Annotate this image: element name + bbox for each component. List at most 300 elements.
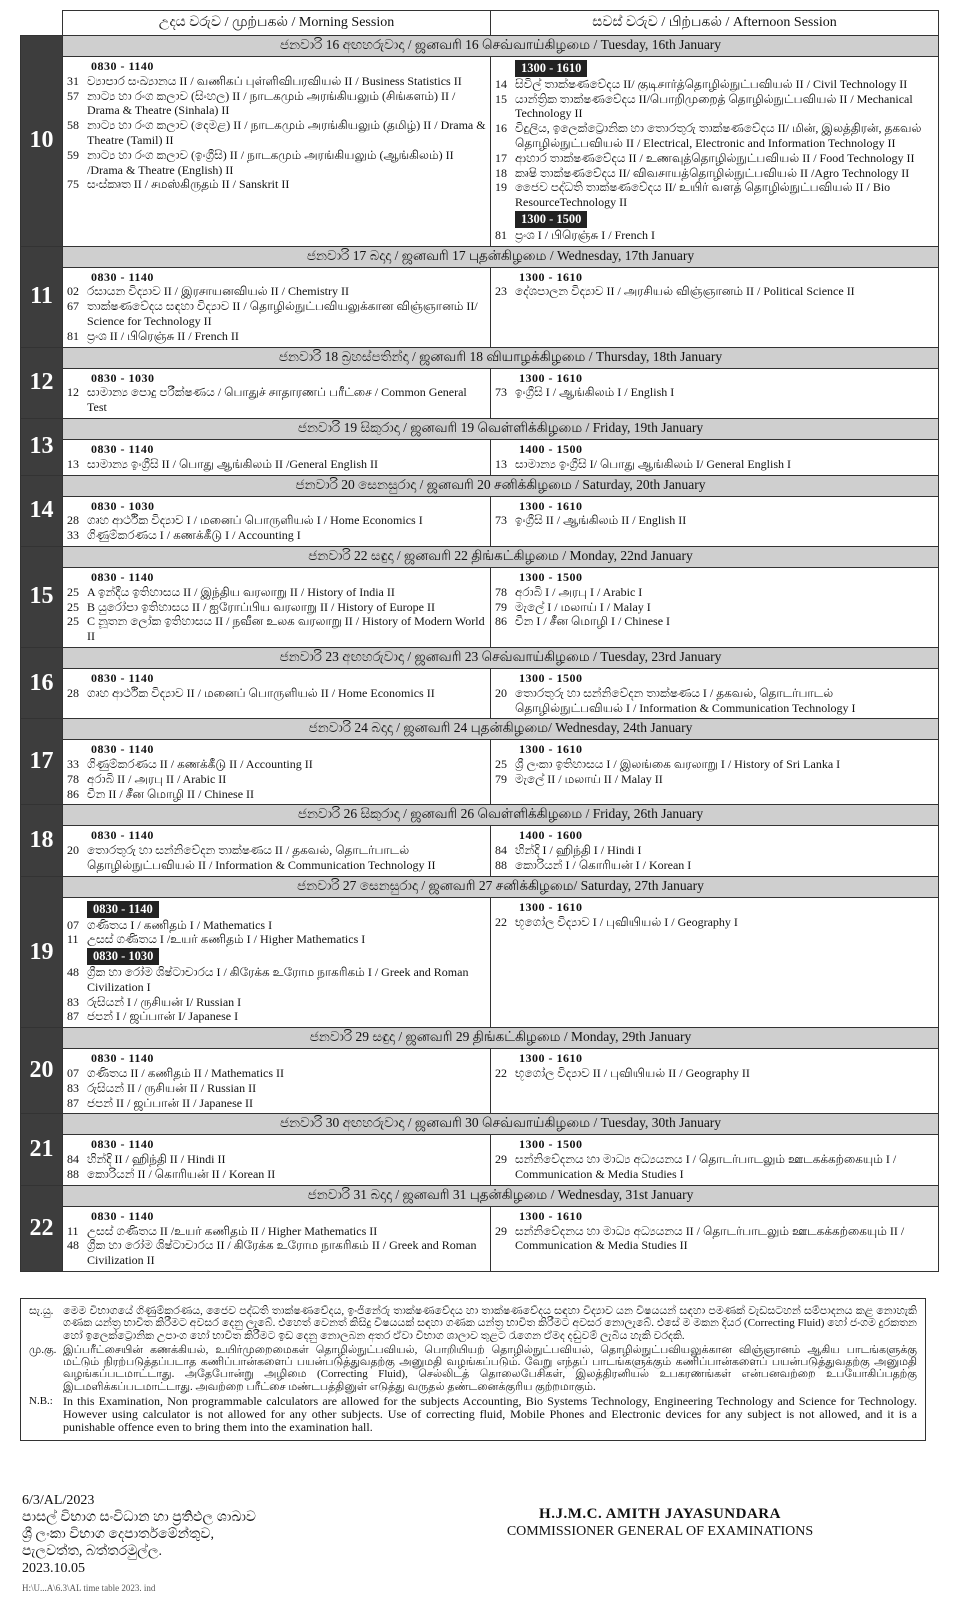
subject-name: නාට්‍ය හා රංග කලාව (දෙමළ) II / நாடகமும் அரங்கியலும் (தமிழ்) II / Drama & Theatre (Tamil) II: [87, 118, 486, 147]
subject-name: හින්දි I / ஹிந்தி I / Hindi I: [515, 843, 642, 858]
exam-day-number: 18: [21, 805, 63, 876]
sessions-row: [21, 1206, 939, 1271]
subject-name: තොරතුරු හා සන්නිවේදන තාක්ෂණය II / தகவல், தொடர்பாடல் தொழில்நுட்பவியல் II / Information & Communication Technology II: [87, 843, 436, 873]
subject-code: 02: [67, 284, 79, 299]
subject-name: ජෛව පද්ධති තාක්ෂණවේදය II/ உயிர் வளத் தொழில்நுட்பவியல் II / Bio ResourceTechnology II: [515, 180, 891, 210]
exam-date: ජනවාරි 31 බදාදා / ஜனவரி 31 புதன்கிழமை / Wednesday, 31st January: [63, 1185, 939, 1206]
exam-day-number: 19: [21, 876, 63, 1027]
subject-code: 11: [67, 932, 79, 947]
subject-name: ශ්‍රී ලංකා ඉතිහාසය I / இலங்கை வரலாறு I / History of Sri Lanka I: [515, 757, 841, 772]
subject-code: 28: [67, 685, 79, 700]
subject-name: ගණිතය I / கணிதம் I / Mathematics I: [87, 917, 273, 932]
note-tamil: [29, 1344, 917, 1393]
subject-item: [67, 1081, 486, 1096]
session-cell: [491, 369, 938, 404]
sessions-row: [21, 267, 939, 347]
subject-name: ප්‍රංශ II / பிரெஞ்சு II / French II: [87, 328, 239, 343]
subject-code: 13: [495, 456, 507, 471]
subject-code: 18: [495, 165, 507, 180]
date-row: [21, 647, 939, 668]
session-time: 0830 - 1140: [91, 1051, 154, 1066]
subject-name: ඉංග්‍රීසි II / ஆங்கிலம் II / English II: [515, 513, 687, 528]
subject-item: [495, 858, 934, 873]
subject-code: 81: [67, 328, 79, 343]
subject-name: සන්නිවේදනය හා මාධ්‍ය අධ්‍යයනය I / தொடர்பாடலும் ஊடகக்கற்கையும் I / Communication & Media Studies I: [515, 1152, 897, 1182]
morning-session-cell: [63, 567, 491, 647]
corner-cell: [21, 11, 63, 36]
session-cell: [491, 740, 938, 789]
subject-name: හින්දි II / ஹிந்தி II / Hindi II: [87, 1152, 226, 1167]
subject-name: උසස් ගණිතය I /உயர் கணிதம் I / Higher Mathematics I: [87, 932, 366, 947]
subject-item: [67, 74, 486, 89]
subject-item: [67, 1167, 486, 1182]
subject-item: [67, 513, 486, 528]
session-cell: [63, 268, 490, 347]
signatory-name: H.J.M.C. AMITH JAYASUNDARA: [539, 1506, 781, 1522]
subject-name: රසායන විද්‍යාව II / இரசாயனவியல் II / Chemistry II: [87, 284, 349, 299]
subject-name: B යුරෝපා ඉතිහාසය II / ஐரோப்பிய வரலாறு II / History of Europe II: [87, 599, 435, 614]
subject-item: [67, 89, 486, 119]
subject-code: 48: [67, 1238, 79, 1253]
morning-session-cell: [63, 267, 491, 347]
subject-item: [67, 284, 486, 299]
session-time: 1300 - 1500: [515, 211, 587, 228]
subject-item: [495, 1152, 934, 1182]
subject-item: [67, 457, 486, 472]
subject-name: ව්‍යාපාර සංඛ්‍යානය II / வணிகப் புள்ளிவிபரவியல் II / Business Statistics II: [87, 73, 462, 88]
morning-session-header: උදය වරුව / முற்பகல் / Morning Session: [63, 11, 491, 36]
subject-item: [67, 1224, 486, 1239]
subject-name: කොරියන් II / கொரியன் II / Korean II: [87, 1167, 276, 1182]
afternoon-session-cell: [491, 567, 939, 647]
sessions-row: [21, 1049, 939, 1114]
subject-name: ගෘහ ආර්ථික විද්‍යාව II / மனைப் பொருளியல் II / Home Economics II: [87, 685, 435, 700]
note-label: மு.கு.: [29, 1343, 57, 1356]
subject-item: [495, 121, 934, 151]
subject-item: [495, 686, 934, 716]
session-cell: [491, 898, 938, 933]
exam-day-number: 20: [21, 1028, 63, 1114]
subject-name: උසස් ගණිතය II /உயர் கணிதம் II / Higher Mathematics II: [87, 1223, 378, 1238]
session-time: 0830 - 1140: [91, 269, 154, 284]
subject-item: [495, 166, 934, 181]
subject-code: 20: [495, 685, 507, 700]
notes-box: [20, 1298, 926, 1441]
subject-code: 31: [67, 73, 79, 88]
subject-name: මැලේ I / மலாய் I / Malay I: [515, 599, 651, 614]
session-time: 1300 - 1610: [519, 742, 583, 757]
date-row: [21, 1185, 939, 1206]
session-cell: [491, 826, 938, 875]
afternoon-session-cell: [491, 740, 939, 805]
session-cell: [63, 740, 490, 804]
subject-item: [495, 1224, 934, 1254]
subject-name: අරාබි II / அரபு II / Arabic II: [87, 771, 227, 786]
subject-code: 12: [67, 385, 79, 400]
subject-item: [67, 385, 486, 415]
office-branch: පාසල් විභාග සංවිධාන හා ප්‍රතිඵල ශාඛාව: [22, 1510, 256, 1525]
subject-name: චීන I / சீன மொழி I / Chinese I: [515, 614, 671, 629]
morning-session-cell: [63, 368, 491, 418]
morning-session-cell: [63, 897, 491, 1027]
note-english: [29, 1395, 917, 1434]
subject-name: සාමාන්‍ය ඉංග්‍රීසි II / பொது ஆங்கிலம் II /General English II: [87, 456, 378, 471]
office-department: ශ්‍රී ලංකා විභාග දෙපාර්තමේන්තුව,: [22, 1527, 214, 1542]
subject-code: 33: [67, 528, 79, 543]
subject-name: කෘෂි තාක්ෂණවේදය II/ விவசாயத்தொழில்நுட்பவியல் II /Agro Technology II: [515, 165, 910, 180]
subject-name: දේශපාලන විද්‍යාව II / அரசியல் விஞ்ஞானம் II / Political Science II: [515, 284, 855, 299]
subject-item: [67, 787, 486, 802]
subject-item: [495, 585, 934, 600]
session-cell: [63, 57, 490, 195]
subject-item: [67, 177, 486, 192]
morning-session-cell: [63, 1049, 491, 1114]
date-row: [21, 36, 939, 57]
subject-code: 29: [495, 1152, 507, 1167]
session-time: 1300 - 1610: [515, 60, 587, 77]
office-address: පැලවත්ත, බත්තරමුල්ල.: [22, 1544, 162, 1559]
exam-day-number: 12: [21, 347, 63, 418]
session-cell: [63, 568, 490, 647]
exam-day-number: 10: [21, 36, 63, 247]
exam-date: ජනවාරි 26 සිකුරාදා / ஜனவரி 26 வெள்ளிக்கிழமை / Friday, 26th January: [63, 805, 939, 826]
subject-item: [67, 1096, 486, 1111]
subject-code: 25: [67, 614, 79, 629]
exam-date: ජනවාරි 18 බ්‍රහස්පතින්දා / ஜனவரி 18 வியாழக்கிழமை / Thursday, 18th January: [63, 347, 939, 368]
note-text: இப்பரீட்சையின் கணக்கியல், உயிர்முறைமைகள் தொழில்நுட்பவியல், பொறியியற் தொழில்நுட்பவியல், தொழில்நுட்பவியலுக்கான விஞ்ஞானம் ஆகிய பாடங்களுக்கு மட்டும் நிரற்படுத்தப்படாத கணிப்பான்களைப் பயன்படுத்துவதற்கு அனுமதி வழங்கப்படும். வேறு எந்தப் பாடங்களுக்கும் கணிப்பான்களைப் பயன்படுத்துவதற்கு அனுமதி வழங்கப்படமாட்டாது. அதேபோன்று அழிமை (Correcting Fluid), செல்லிடத் தொலைபேசிகள், இலத்திரனியல் உபகரணங்கள் என்பனவற்றை உபயோகிப்பதற்கு இடமளிக்கப்படமாட்டாது. அவற்றை பரீட்சை மண்டபத்தினுள் எடுத்து வருதல் தண்டனைக்குரிய குற்றமாகும்.: [63, 1343, 917, 1393]
subject-item: [67, 614, 486, 644]
subject-code: 73: [495, 385, 507, 400]
subject-code: 88: [495, 858, 507, 873]
sessions-row: [21, 439, 939, 475]
morning-session-cell: [63, 826, 491, 876]
session-time: 0830 - 1030: [87, 948, 159, 965]
session-cell: [63, 497, 490, 546]
exam-date: ජනවාරි 27 සෙනසුරාදා / ஜனவரி 27 சனிக்கிழமை/ Saturday, 27th January: [63, 876, 939, 897]
afternoon-session-header: සවස් වරුව / பிற்பகல் / Afternoon Session: [491, 11, 939, 36]
subject-name: නාට්‍ය හා රංග කලාව (සිංහල) II / நாடகமும் அரங்கியலும் (சிங்களம்) II / Drama & Theatre (Sinhala) II: [87, 88, 456, 118]
session-time: 0830 - 1140: [87, 901, 159, 918]
session-time: 0830 - 1030: [91, 370, 155, 385]
exam-date: ජනවාරි 19 සිකුරාදා / ஜனவரி 19 வெள்ளிக்கிழமை / Friday, 19th January: [63, 418, 939, 439]
exam-day-number: 22: [21, 1185, 63, 1271]
subject-code: 22: [495, 1066, 507, 1081]
subject-item: [67, 528, 486, 543]
morning-session-cell: [63, 1206, 491, 1271]
exam-day-number: 15: [21, 546, 63, 647]
subject-item: [67, 585, 486, 600]
session-time: 1300 - 1610: [519, 1208, 583, 1223]
sessions-row: [21, 897, 939, 1027]
session-cell: [491, 57, 938, 246]
subject-code: 84: [67, 1152, 79, 1167]
exam-day-number: 16: [21, 647, 63, 718]
session-time: 0830 - 1140: [91, 828, 154, 843]
afternoon-session-cell: [491, 267, 939, 347]
subject-code: 87: [67, 1095, 79, 1110]
session-cell: [63, 898, 490, 1027]
afternoon-session-cell: [491, 1049, 939, 1114]
subject-name: රුසියන් II / ருசியன் II / Russian II: [87, 1080, 257, 1095]
subject-item: [67, 148, 486, 178]
subject-code: 84: [495, 843, 507, 858]
subject-item: [495, 757, 934, 772]
subject-name: සංස්කෘත II / சமஸ்கிருதம் II / Sanskrit II: [87, 177, 290, 192]
sessions-row: [21, 668, 939, 718]
subject-item: [67, 299, 486, 329]
subject-item: [67, 995, 486, 1010]
time-box-wrapper: [67, 947, 486, 965]
session-cell: [63, 440, 490, 475]
subject-name: යාන්ත්‍රික තාක්ෂණවේදය II/பொறிமுறைத் தொழில்நுட்பவியல் II / Mechanical Technology II: [515, 91, 913, 121]
session-cell: [491, 1049, 938, 1084]
morning-session-cell: [63, 1135, 491, 1185]
subject-code: 25: [67, 584, 79, 599]
session-cell: [491, 497, 938, 532]
session-time: 0830 - 1140: [91, 1137, 154, 1152]
date-row: [21, 805, 939, 826]
note-label: සැ.යු.: [29, 1305, 54, 1317]
subject-code: 16: [495, 121, 507, 136]
subject-item: [67, 965, 486, 995]
subject-name: ජපන් II / ஜப்பான் II / Japanese II: [87, 1095, 254, 1110]
session-time: 0830 - 1140: [91, 1208, 154, 1223]
session-cell: [491, 1135, 938, 1184]
subject-code: 28: [67, 513, 79, 528]
subject-item: [67, 600, 486, 615]
subject-item: [67, 118, 486, 148]
subject-code: 75: [67, 177, 79, 192]
subject-code: 83: [67, 994, 79, 1009]
issuing-office: [22, 1492, 256, 1597]
subject-code: 78: [495, 584, 507, 599]
subject-code: 25: [495, 757, 507, 772]
time-box-wrapper: [495, 210, 934, 228]
sessions-row: [21, 1135, 939, 1185]
subject-code: 23: [495, 284, 507, 299]
subject-code: 20: [67, 843, 79, 858]
subject-item: [67, 1066, 486, 1081]
subject-item: [67, 843, 486, 873]
date-row: [21, 546, 939, 567]
subject-item: [495, 151, 934, 166]
afternoon-session-cell: [491, 57, 939, 247]
session-cell: [63, 1207, 490, 1271]
signatory-title: COMMISSIONER GENERAL OF EXAMINATIONS: [506, 1524, 814, 1539]
subject-item: [67, 757, 486, 772]
afternoon-session-cell: [491, 1135, 939, 1185]
subject-item: [495, 77, 934, 92]
session-cell: [491, 568, 938, 632]
file-path: H:\U...A\6.3\AL time table 2023. ind: [22, 1583, 156, 1593]
session-time: 0830 - 1140: [91, 59, 154, 73]
subject-code: 33: [67, 757, 79, 772]
date-row: [21, 876, 939, 897]
session-cell: [491, 669, 938, 718]
subject-code: 48: [67, 965, 79, 980]
subject-name: සාමාන්‍ය පොදු පරීක්ෂණය / பொதுச் சாதாரணப் பரீட்சை / Common General Test: [87, 385, 467, 415]
subject-item: [67, 1009, 486, 1024]
subject-name: සිවිල් තාක්ෂණවේදය II/ குடிசார்த்தொழில்நுட்பவியல் II / Civil Technology II: [515, 76, 908, 91]
session-time: 0830 - 1140: [91, 441, 154, 456]
subject-item: [67, 1238, 486, 1268]
morning-session-cell: [63, 668, 491, 718]
subject-code: 83: [67, 1080, 79, 1095]
subject-name: C නූතන ලෝක ඉතිහාසය II / நவீன உலக வரலாறு II / History of Modern World II: [87, 614, 485, 644]
exam-date: ජනවාරි 16 අඟහරුවාදා / ஜனவரி 16 செவ்வாய்கிழமை / Tuesday, 16th January: [63, 36, 939, 57]
subject-name: ග්‍රීක හා රෝම ශිෂ්ටාචාරය II / கிரேக்க உரோம நாகரிகம் II / Greek and Roman Civilization II: [87, 1238, 477, 1268]
sessions-row: [21, 368, 939, 418]
reference-number: 6/3/AL/2023: [22, 1493, 95, 1508]
sessions-row: [21, 740, 939, 805]
exam-date: ජනවාරි 29 සඳුදා / ஜனவரி 29 திங்கட்கிழமை / Monday, 29th January: [63, 1028, 939, 1049]
note-text: මෙම විභාගයේ ගිණුම්කරණය, ජෛව පද්ධති තාක්ෂණවේදය, ඉංජිනේරු තාක්ෂණවේදය හා තාක්ෂණවේදය සඳහා විද්‍යාව යන විෂයයන් සඳහා පමණක් වැඩසටහන් සම්පාදනය කළ නොහැකි ගණක යන්ත්‍ර භාවිත කිරීමට අවසර දෙනු ලැබේ. එහෙත් වෙනත් කිසිදු විෂයයක් සඳහා ගණක යන්ත්‍ර භාවිත කිරීමට අවසර නොලැබේ. එසේ ම මකන දියර (Correcting Fluid) හෝ ජංගම දුරකතන හෝ ඉලෙක්ට්‍රොනික උපාංග හෝ භාවිත කිරීමට ඉඩ දෙනු නොලබන අතර ඒවා විභාග ශාලාව තුළට රැගෙන ඒමද දඬුවම් ලැබිය හැකි වරදකි.: [63, 1305, 917, 1342]
subject-code: 22: [495, 914, 507, 929]
exam-day-number: 21: [21, 1114, 63, 1185]
time-box-wrapper: [495, 59, 934, 77]
subject-name: ගණිතය II / கணிதம் II / Mathematics II: [87, 1066, 285, 1081]
exam-day-number: 14: [21, 475, 63, 546]
session-time: 1300 - 1500: [519, 670, 583, 685]
subject-code: 87: [67, 1009, 79, 1024]
date-row: [21, 1114, 939, 1135]
exam-date: ජනවාරි 24 බදාදා / ஜனவரி 24 புதன்கிழமை/ Wednesday, 24th January: [63, 719, 939, 740]
subject-item: [67, 932, 486, 947]
subject-code: 15: [495, 91, 507, 106]
subject-code: 78: [67, 771, 79, 786]
exam-date: ජනවාරි 22 සඳුදා / ஜனவரி 22 திங்கட்கிழமை / Monday, 22nd January: [63, 546, 939, 567]
issue-date: 2023.10.05: [22, 1561, 85, 1576]
subject-code: 25: [67, 599, 79, 614]
date-row: [21, 246, 939, 267]
subject-name: ග්‍රීක හා රෝම ශිෂ්ටාචාරය I / கிரேக்க உரோம நாகரிகம் I / Greek and Roman Civilization I: [87, 965, 469, 994]
subject-item: [495, 92, 934, 122]
session-time: 1300 - 1500: [519, 569, 583, 584]
sessions-row: [21, 57, 939, 247]
subject-code: 57: [67, 88, 79, 103]
note-sinhala: [29, 1305, 917, 1342]
subject-code: 14: [495, 76, 507, 91]
subject-name: භූගෝල විද්‍යාව I / புவியியல் I / Geography I: [515, 914, 738, 929]
subject-code: 29: [495, 1223, 507, 1238]
session-time: 1300 - 1610: [519, 498, 583, 513]
exam-timetable-table: [20, 10, 939, 1272]
session-time: 1400 - 1600: [519, 828, 583, 843]
session-cell: [63, 669, 490, 704]
note-text: In this Examination, Non programmable calculators are allowed for the subjects Accounting, Bio Systems Technology, Engineering Technology and Science for Technology. However using calculator is not allowed for any other subjects. Use of correcting fluid, Mobile Phones and Electronic devices for any subject is not allowed, and it is a punishable offence even to bring them into the examination hall.: [63, 1394, 917, 1435]
subject-item: [495, 915, 934, 930]
sessions-row: [21, 496, 939, 546]
subject-name: අරාබි I / அரபு I / Arabic I: [515, 584, 643, 599]
subject-name: තොරතුරු හා සන්නිවේදන තාක්ෂණය I / தகவல், தொடர்பாடல் தொழில்நுட்பவியல் I / Information & Communication Technology I: [515, 685, 856, 715]
session-cell: [63, 369, 490, 418]
subject-item: [67, 918, 486, 933]
session-time: 1400 - 1500: [519, 441, 583, 456]
session-time: 0830 - 1030: [91, 498, 155, 513]
subject-name: චීන II / சீன மொழி II / Chinese II: [87, 786, 255, 801]
signatory: [470, 1506, 850, 1540]
subject-item: [67, 1152, 486, 1167]
afternoon-session-cell: [491, 897, 939, 1027]
subject-item: [495, 457, 934, 472]
date-row: [21, 347, 939, 368]
afternoon-session-cell: [491, 368, 939, 418]
subject-item: [67, 329, 486, 344]
subject-item: [495, 843, 934, 858]
subject-code: 86: [67, 786, 79, 801]
subject-code: 81: [495, 227, 507, 242]
subject-code: 13: [67, 456, 79, 471]
session-time: 1300 - 1610: [519, 269, 583, 284]
subject-item: [67, 772, 486, 787]
session-cell: [491, 1207, 938, 1256]
subject-name: ගෘහ ආර්ථික විද්‍යාව I / மனைப் பொருளியல் I / Home Economics I: [87, 513, 423, 528]
subject-item: [495, 284, 934, 299]
exam-day-number: 13: [21, 418, 63, 475]
exam-day-number: 11: [21, 246, 63, 347]
subject-code: 86: [495, 614, 507, 629]
exam-date: ජනවාරි 23 අඟහරුවාදා / ஜனவரி 23 செவ்வாய்கிழமை / Tuesday, 23rd January: [63, 647, 939, 668]
subject-item: [495, 614, 934, 629]
session-time: 0830 - 1140: [91, 742, 154, 757]
subject-name: විදුලිය, ඉලෙක්ට්‍රොනික හා තොරතුරු තාක්ෂණවේදය II/ மின், இலத்திரன், தகவல் தொழில்நுட்பவியல் II / Electrical, Electronic and Information Technology II: [515, 121, 922, 150]
exam-day-number: 17: [21, 719, 63, 805]
time-box-wrapper: [67, 900, 486, 918]
exam-date: ජනවාරි 17 බදාදා / ஜனவரி 17 புதன்கிழமை / Wednesday, 17th January: [63, 246, 939, 267]
subject-code: 19: [495, 180, 507, 195]
session-header-row: [21, 11, 939, 36]
subject-name: ඉංග්‍රීසි I / ஆங்கிலம் I / English I: [515, 385, 675, 400]
subject-item: [495, 772, 934, 787]
session-time: 0830 - 1140: [91, 670, 154, 685]
subject-name: ගිණුම්කරණය II / கணக்கீடு II / Accounting II: [87, 757, 313, 772]
subject-name: A ඉන්දීය ඉතිහාසය II / இந்திய வரலாறு II / History of India II: [87, 584, 395, 599]
subject-name: සන්නිවේදනය හා මාධ්‍ය අධ්‍යයනය II / தொடர்பாடலும் ஊடகக்கற்கையும் II / Communication & Media Studies II: [515, 1223, 905, 1253]
afternoon-session-cell: [491, 439, 939, 475]
subject-item: [495, 513, 934, 528]
subject-item: [495, 385, 934, 400]
subject-code: 79: [495, 771, 507, 786]
session-time: 1300 - 1610: [519, 899, 583, 914]
subject-code: 17: [495, 150, 507, 165]
date-row: [21, 719, 939, 740]
subject-name: රුසියන් I / ருசியன் I/ Russian I: [87, 994, 242, 1009]
subject-name: ප්‍රංශ I / பிரெஞ்சு I / French I: [515, 227, 655, 242]
subject-name: ගිණුම්කරණය I / கணக்கீடு I / Accounting I: [87, 528, 301, 543]
timetable: [20, 10, 938, 1272]
subject-name: කොරියන් I / கொரியன் I / Korean I: [515, 858, 692, 873]
exam-date: ජනවාරි 20 සෙනසුරාදා / ஜனவரி 20 சனிக்கிழமை / Saturday, 20th January: [63, 475, 939, 496]
subject-code: 58: [67, 118, 79, 133]
subject-name: ජපන් I / ஜப்பான் I/ Japanese I: [87, 1009, 239, 1024]
subject-item: [495, 228, 934, 243]
afternoon-session-cell: [491, 826, 939, 876]
afternoon-session-cell: [491, 668, 939, 718]
subject-code: 07: [67, 1066, 79, 1081]
subject-item: [67, 686, 486, 701]
subject-code: 73: [495, 513, 507, 528]
subject-name: සාමාන්‍ය ඉංග්‍රීසි I/ பொது ஆங்கிலம் I/ General English I: [515, 456, 792, 471]
date-row: [21, 418, 939, 439]
subject-code: 88: [67, 1167, 79, 1182]
session-time: 0830 - 1140: [91, 569, 154, 584]
session-time: 1300 - 1500: [519, 1137, 583, 1152]
morning-session-cell: [63, 496, 491, 546]
exam-date: ජනවාරි 30 අඟහරුවාදා / ஜனவரி 30 செவ்வாய்கிழமை / Tuesday, 30th January: [63, 1114, 939, 1135]
subject-name: ආහාර තාක්ෂණවේදය II / உணவுத்தொழில்நுட்பவியல் II / Food Technology II: [515, 150, 915, 165]
subject-code: 67: [67, 299, 79, 314]
subject-name: තාක්ෂණවේදය සඳහා විද්‍යාව II / தொழில்நுட்பவியலுக்கான விஞ்ஞானம் II/ Science for Technology II: [87, 299, 478, 328]
